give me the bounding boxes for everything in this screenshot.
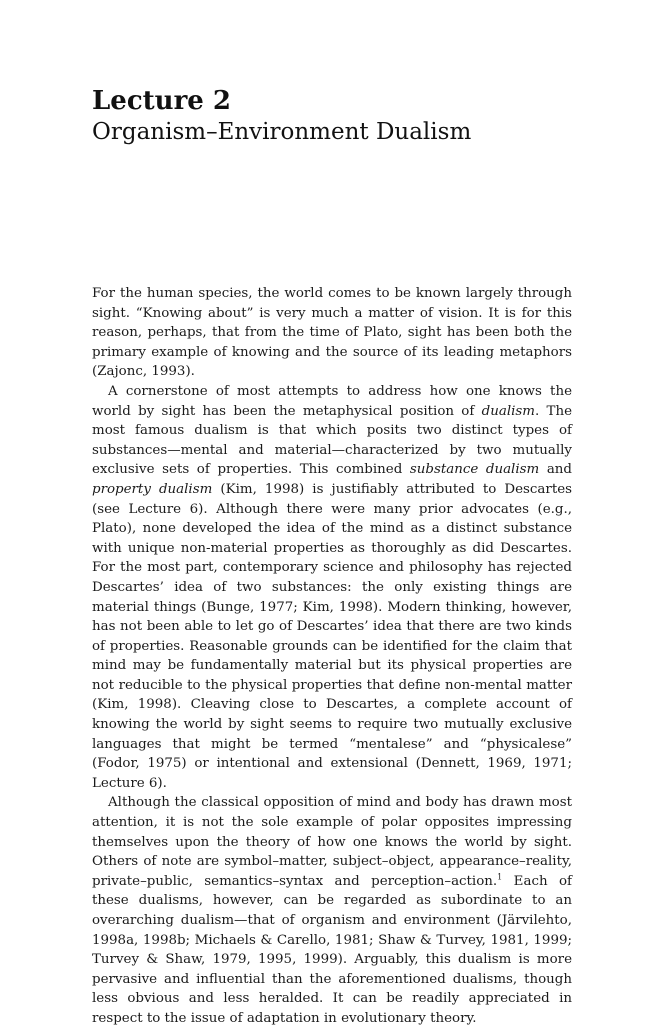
paragraph: [92, 382, 572, 793]
paragraph: [92, 284, 572, 382]
text-run: and: [539, 462, 573, 478]
chapter-heading: [92, 86, 592, 146]
italic-term: property dualism: [92, 481, 213, 497]
lecture-number: Lecture 2: [92, 86, 231, 116]
lecture-title: Organism–Environment Dualism: [92, 119, 472, 145]
paragraph: [92, 793, 572, 1028]
text-run: (Kim, 1998) is justifiably attributed to Descartes (see Lecture 6). Although there were many prior advocates (e.g., Plato), none developed the idea of the mind as a distinct substance with unique non-material properties as thoroughly as did Descartes. For the most part, contemporary science and philosophy has rejected Descartes’ idea of two substances: the only existing things are material things (Bunge, 1977; Kim, 1998). Modern thinking, however, has not been able to let go of Descartes’ idea that there are two kinds of properties. Reasonable grounds can be identified for the claim that mind may be fundamentally material but its physical properties are not reducible to the physical properties that define non-mental matter (Kim, 1998). Cleaving close to Descartes, a complete account of knowing the world by sight seems to require two mutually exclusive languages that might be termed “mentalese” and “physicalese” (Fodor, 1975) or intentional and extensional (Dennett, 1969, 1971; Lecture 6).: [92, 481, 572, 791]
text-run: For the human species, the world comes to be known largely through sight. “Knowing about” is very much a matter of vision. It is for this reason, perhaps, that from the time of Plato, sight has been both the primary example of knowing and the source of its leading metaphors (Zajonc, 1993).: [92, 286, 572, 380]
text-run: Each of these dualisms, however, can be regarded as subordinate to an overarching dualism—that of organism and environment (Järvilehto, 1998a, 1998b; Michaels & Carello, 1981; Shaw & Turvey, 1981, 1999; Turvey & Shaw, 1979, 1995, 1999). Arguably, this dualism is more pervasive and influential than the aforementioned dualisms, though less obvious and less heralded. It can be readily appreciated in respect to the issue of adaptation in evolutionary theory.: [92, 873, 572, 1026]
footnote-marker: 1: [497, 872, 503, 882]
text-run: A cornerstone of most attempts to address how one knows the world by sight has been the metaphysical position of: [92, 383, 572, 419]
text-run: Although the classical opposition of mind and body has drawn most attention, it is not the sole example of polar opposites impressing themselves upon the theory of how one knows the world by sight. Others of note are symbol–matter, subject–object, appearance–reality, private–public, semantics–syntax and perception–action.: [92, 795, 572, 889]
body-text: [92, 284, 572, 1029]
italic-term: substance dualism: [409, 462, 540, 478]
italic-term: dualism: [481, 403, 535, 419]
text-run: . The most famous dualism is that which posits two distinct types of substances—mental and material—characterized by two mutually exclusive sets of properties. This combined: [92, 403, 573, 478]
